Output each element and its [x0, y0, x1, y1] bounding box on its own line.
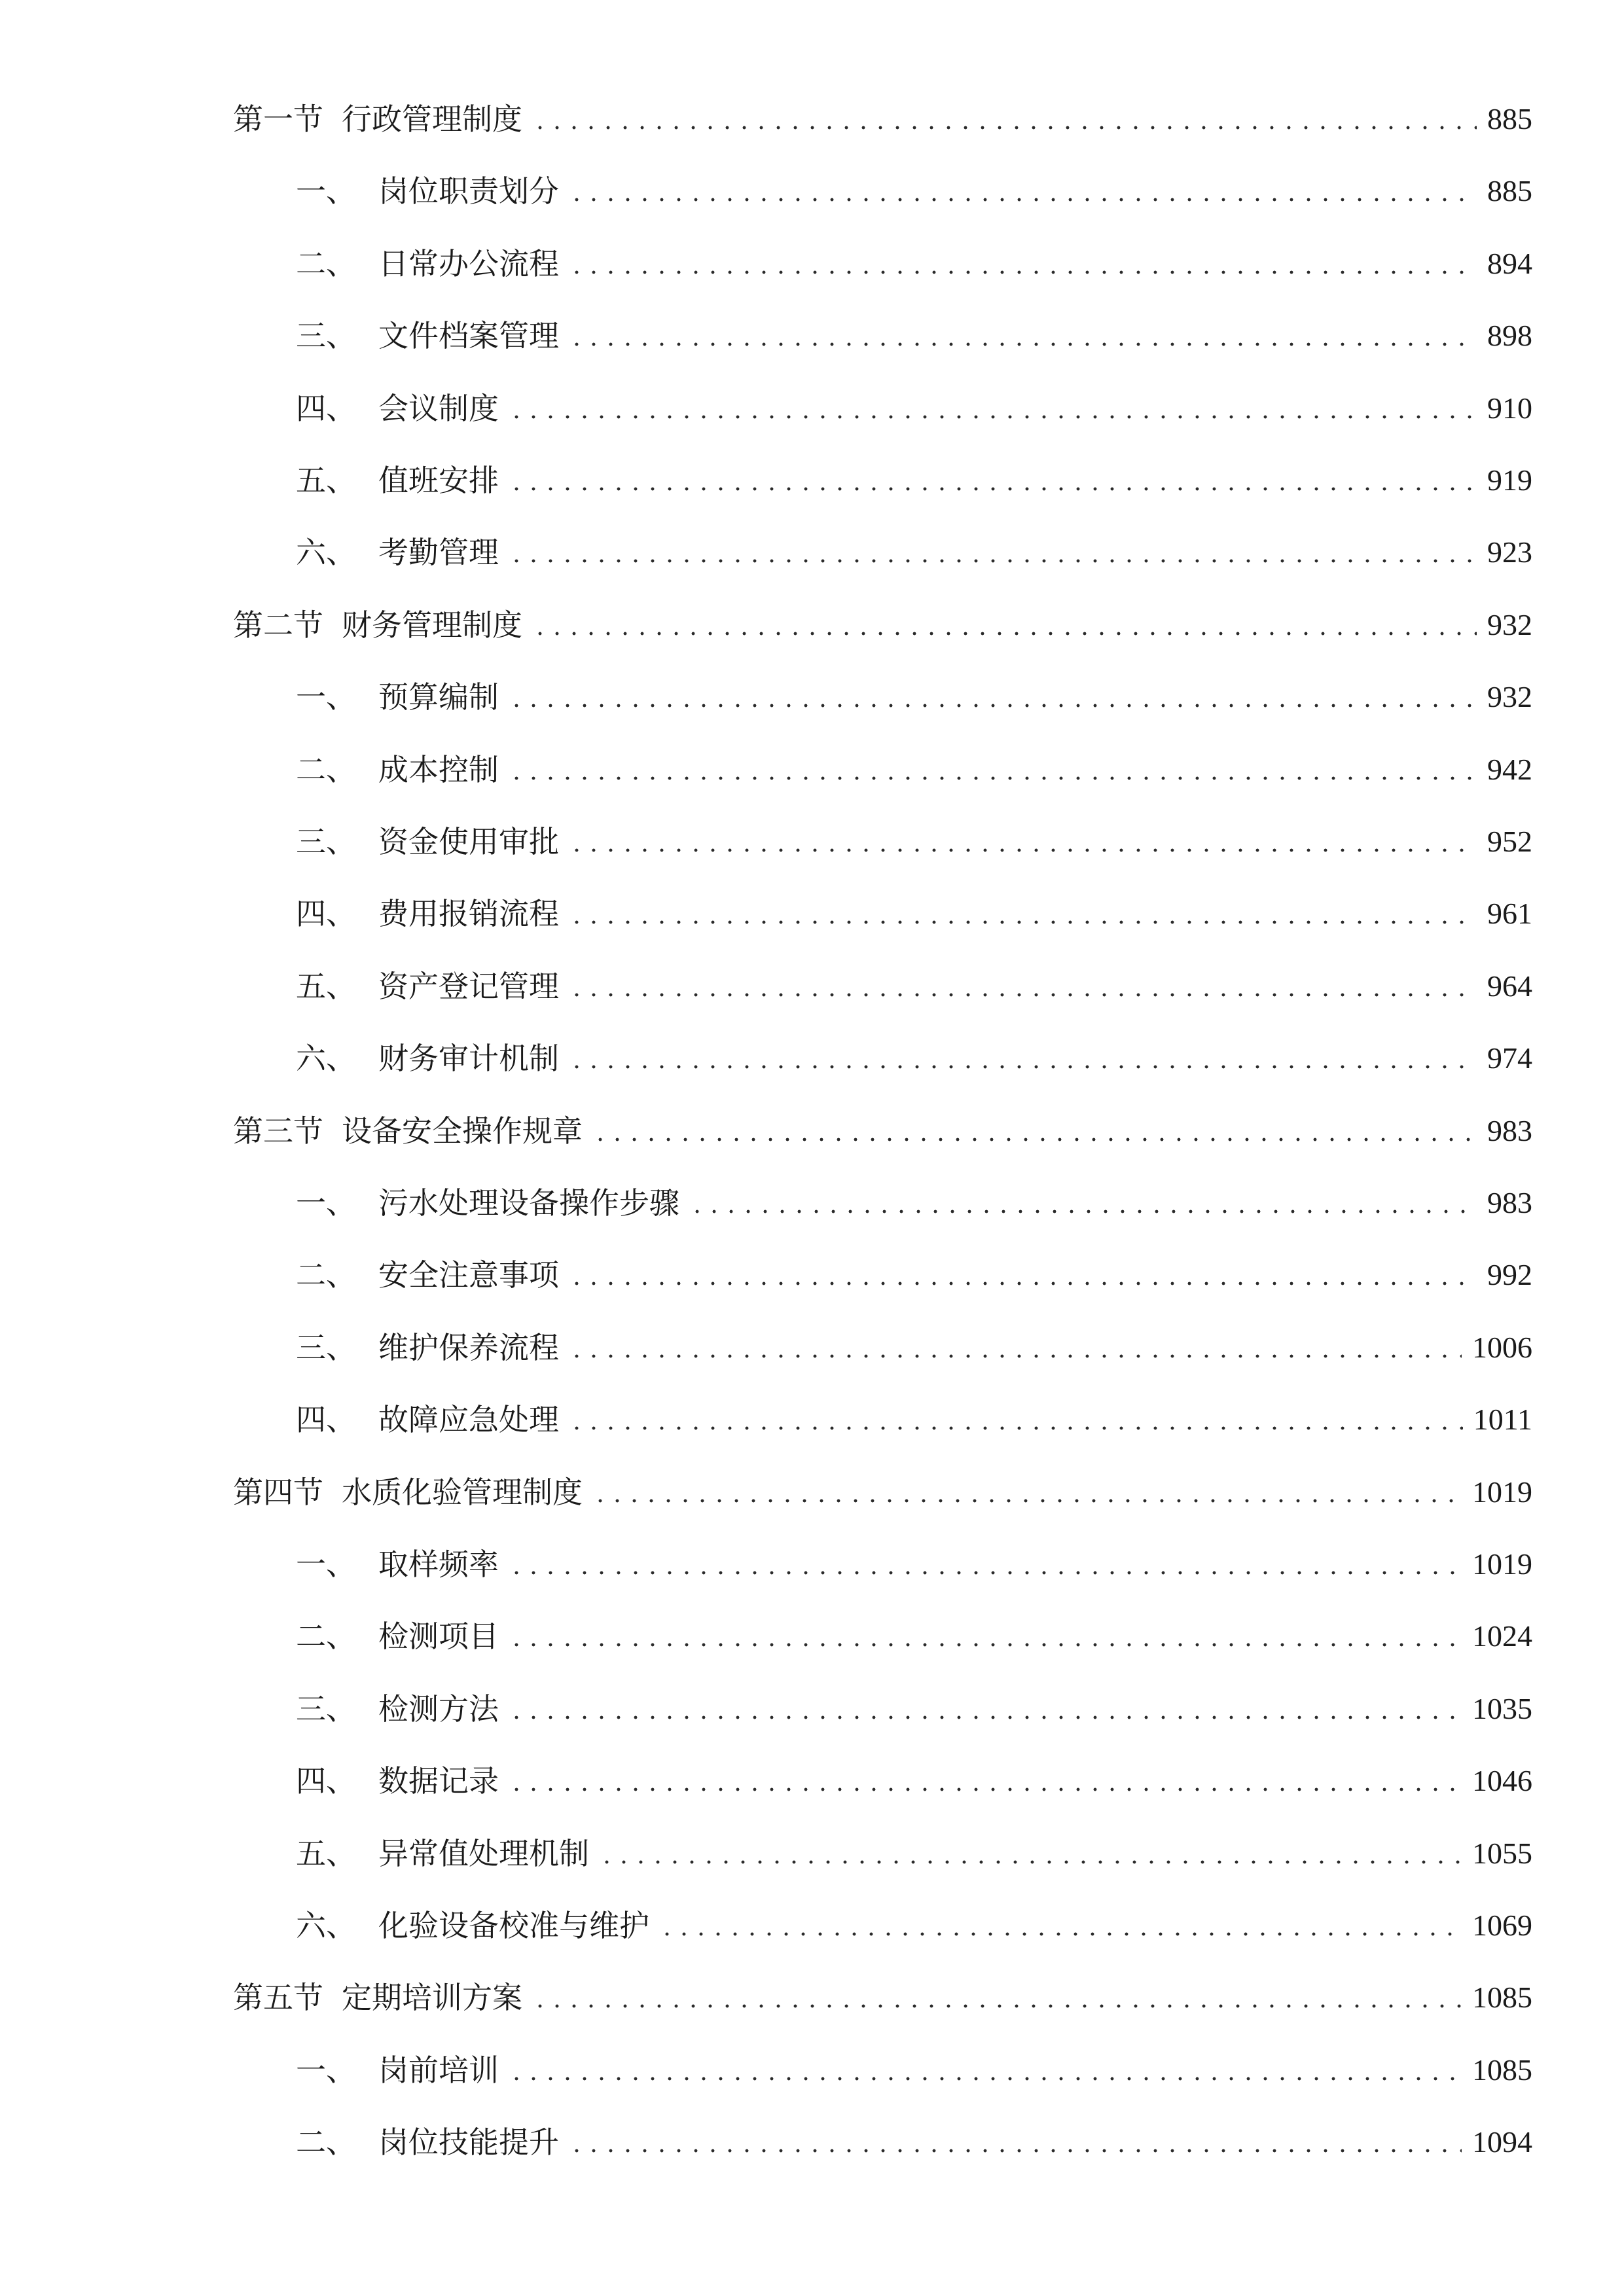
- dot-leader: [508, 1621, 1462, 1651]
- dot-leader: [508, 2055, 1462, 2085]
- toc-entry-number: 五、: [296, 463, 356, 498]
- toc-entry-title: 文件档案管理: [378, 318, 559, 354]
- toc-subsection-entry[interactable]: [0, 1528, 1624, 1600]
- toc-entry-page-number: 1035: [1472, 1691, 1532, 1725]
- toc-entry-number: 第四节: [233, 1474, 323, 1510]
- toc-entry-title: 行政管理制度: [342, 101, 522, 137]
- toc-entry-title: 预算编制: [378, 679, 499, 715]
- toc-subsection-entry[interactable]: [0, 1745, 1624, 1817]
- toc-subsection-entry[interactable]: [0, 444, 1624, 516]
- toc-entry-number: 六、: [296, 535, 356, 571]
- toc-entry-title: 财务管理制度: [342, 607, 522, 643]
- toc-entry-page-number: 1055: [1472, 1836, 1532, 1870]
- toc-entry-page-number: 1046: [1472, 1764, 1532, 1798]
- toc-section-entry[interactable]: [0, 1095, 1624, 1167]
- toc-entry-line: [296, 1167, 1532, 1239]
- toc-entry-line: [296, 1312, 1532, 1384]
- toc-subsection-entry[interactable]: [0, 1890, 1624, 1962]
- dot-leader: [568, 827, 1477, 857]
- toc-subsection-entry[interactable]: [0, 1022, 1624, 1094]
- toc-entry-line: [233, 1456, 1532, 1528]
- toc-entry-number: 四、: [296, 390, 356, 426]
- toc-entry-page-number: 910: [1487, 391, 1532, 425]
- toc-entry-page-number: 894: [1487, 246, 1532, 280]
- toc-subsection-entry[interactable]: [0, 1673, 1624, 1745]
- toc-entry-number: 二、: [296, 751, 356, 787]
- toc-entry-page-number: 923: [1487, 535, 1532, 569]
- toc-entry-title: 岗位技能提升: [378, 2125, 559, 2161]
- toc-entry-title: 维护保养流程: [378, 1329, 559, 1365]
- toc-subsection-entry[interactable]: [0, 516, 1624, 588]
- toc-section-entry[interactable]: [0, 589, 1624, 661]
- toc-entry-number: 三、: [296, 318, 356, 354]
- toc-entry-number: 五、: [296, 1835, 356, 1871]
- toc-entry-number: 二、: [296, 245, 356, 281]
- dot-leader: [568, 176, 1477, 206]
- toc-subsection-entry[interactable]: [0, 806, 1624, 878]
- dot-leader: [508, 755, 1477, 785]
- toc-entry-page-number: 932: [1487, 607, 1532, 641]
- toc-subsection-entry[interactable]: [0, 1312, 1624, 1384]
- dot-leader: [568, 899, 1477, 929]
- toc-entry-number: 六、: [296, 1041, 356, 1077]
- toc-entry-title: 数据记录: [378, 1763, 499, 1799]
- toc-entry-title: 检测项目: [378, 1619, 499, 1655]
- toc-entry-line: [296, 228, 1532, 300]
- dot-leader: [508, 537, 1477, 567]
- toc-entry-number: 一、: [296, 1185, 356, 1221]
- toc-entry-page-number: 983: [1487, 1186, 1532, 1219]
- toc-subsection-entry[interactable]: [0, 661, 1624, 733]
- toc-entry-number: 三、: [296, 1329, 356, 1365]
- toc-entry-title: 日常办公流程: [378, 245, 559, 281]
- toc-entry-page-number: 1019: [1472, 1547, 1532, 1581]
- toc-entry-title: 考勤管理: [378, 535, 499, 571]
- toc-entry-line: [296, 2034, 1532, 2106]
- dot-leader: [532, 104, 1477, 134]
- toc-entry-title: 化验设备校准与维护: [378, 1908, 649, 1943]
- toc-entry-page-number: 885: [1487, 102, 1532, 135]
- toc-entry-line: [233, 83, 1532, 155]
- toc-entry-line: [233, 1095, 1532, 1167]
- toc-entry-line: [296, 878, 1532, 950]
- toc-entry-title: 岗位职责划分: [378, 173, 559, 209]
- toc-entry-page-number: 898: [1487, 319, 1532, 353]
- toc-entry-line: [296, 300, 1532, 372]
- toc-entry-title: 值班安排: [378, 463, 499, 498]
- toc-entry-page-number: 1019: [1472, 1475, 1532, 1509]
- toc-entry-line: [296, 1022, 1532, 1094]
- toc-entry-line: [296, 2106, 1532, 2178]
- toc-entry-title: 资金使用审批: [378, 824, 559, 859]
- toc-entry-line: [296, 516, 1532, 588]
- toc-subsection-entry[interactable]: [0, 2034, 1624, 2106]
- dot-leader: [568, 2127, 1462, 2157]
- toc-entry-title: 污水处理设备操作步骤: [378, 1185, 679, 1221]
- toc-entry-number: 第五节: [233, 1980, 323, 2016]
- dot-leader: [508, 1549, 1462, 1579]
- toc-entry-number: 四、: [296, 1402, 356, 1438]
- toc-entry-page-number: 1085: [1472, 2053, 1532, 2087]
- toc-entry-page-number: 1094: [1472, 2125, 1532, 2159]
- toc-entry-number: 二、: [296, 1619, 356, 1655]
- toc-entry-number: 一、: [296, 173, 356, 209]
- dot-leader: [689, 1188, 1477, 1218]
- toc-subsection-entry[interactable]: [0, 1600, 1624, 1672]
- toc-entry-title: 岗前培训: [378, 2052, 499, 2088]
- toc-entry-line: [296, 1890, 1532, 1962]
- toc-entry-line: [296, 806, 1532, 878]
- toc-entry-number: 一、: [296, 679, 356, 715]
- toc-entry-number: 四、: [296, 896, 356, 932]
- toc-entry-line: [296, 1528, 1532, 1600]
- dot-leader: [568, 971, 1477, 1001]
- toc-entry-number: 一、: [296, 1547, 356, 1582]
- toc-entry-title: 费用报销流程: [378, 896, 559, 932]
- toc-entry-title: 设备安全操作规章: [342, 1113, 583, 1149]
- toc-entry-page-number: 952: [1487, 825, 1532, 858]
- dot-leader: [508, 1694, 1462, 1724]
- toc-entry-page-number: 1006: [1472, 1330, 1532, 1364]
- toc-entry-title: 异常值处理机制: [378, 1835, 589, 1871]
- toc-subsection-entry[interactable]: [0, 372, 1624, 444]
- dot-leader: [568, 1260, 1477, 1290]
- toc-entry-page-number: 983: [1487, 1113, 1532, 1147]
- toc-subsection-entry[interactable]: [0, 228, 1624, 300]
- toc-entry-line: [233, 589, 1532, 661]
- toc-entry-title: 取样频率: [378, 1547, 499, 1582]
- toc-subsection-entry[interactable]: [0, 1384, 1624, 1456]
- toc-subsection-entry[interactable]: [0, 1167, 1624, 1239]
- toc-entry-number: 第一节: [233, 101, 323, 137]
- toc-subsection-entry[interactable]: [0, 950, 1624, 1022]
- toc-entry-number: 五、: [296, 968, 356, 1004]
- toc-entry-page-number: 992: [1487, 1258, 1532, 1292]
- toc-subsection-entry[interactable]: [0, 878, 1624, 950]
- toc-entry-page-number: 1085: [1472, 1981, 1532, 2015]
- toc-entry-number: 六、: [296, 1908, 356, 1943]
- toc-entry-line: [296, 1745, 1532, 1817]
- toc-section-entry[interactable]: [0, 1962, 1624, 2034]
- toc-entry-title: 财务审计机制: [378, 1041, 559, 1077]
- toc-entry-page-number: 932: [1487, 680, 1532, 714]
- toc-entry-line: [296, 1673, 1532, 1745]
- dot-leader: [532, 1982, 1462, 2013]
- toc-entry-title: 定期培训方案: [342, 1980, 522, 2016]
- toc-entry-number: 三、: [296, 1691, 356, 1727]
- toc-entry-title: 安全注意事项: [378, 1257, 559, 1293]
- toc-entry-title: 水质化验管理制度: [342, 1474, 583, 1510]
- toc-entry-page-number: 942: [1487, 752, 1532, 786]
- dot-leader: [508, 393, 1477, 423]
- toc-entry-line: [296, 1384, 1532, 1456]
- dot-leader: [532, 610, 1477, 640]
- toc-entry-line: [296, 444, 1532, 516]
- dot-leader: [568, 1043, 1477, 1073]
- toc-entry-page-number: 964: [1487, 969, 1532, 1003]
- toc-entry-number: 二、: [296, 1257, 356, 1293]
- dot-leader: [508, 682, 1477, 712]
- toc-entry-line: [296, 734, 1532, 806]
- toc-entry-page-number: 961: [1487, 897, 1532, 931]
- toc-subsection-entry[interactable]: [0, 1818, 1624, 1890]
- dot-leader: [568, 1405, 1463, 1435]
- dot-leader: [592, 1477, 1462, 1507]
- toc-entry-page-number: 1011: [1473, 1403, 1532, 1437]
- toc-entry-number: 四、: [296, 1763, 356, 1799]
- toc-section-entry[interactable]: [0, 1456, 1624, 1528]
- dot-leader: [568, 321, 1477, 351]
- toc-entry-line: [296, 155, 1532, 227]
- toc-entry-page-number: 974: [1487, 1041, 1532, 1075]
- dot-leader: [598, 1839, 1462, 1869]
- toc-subsection-entry[interactable]: [0, 155, 1624, 227]
- toc-entry-page-number: 885: [1487, 174, 1532, 208]
- dot-leader: [592, 1116, 1477, 1146]
- toc-entry-title: 故障应急处理: [378, 1402, 559, 1438]
- toc-entry-title: 资产登记管理: [378, 968, 559, 1004]
- dot-leader: [568, 249, 1477, 279]
- toc-entry-number: 二、: [296, 2125, 356, 2161]
- toc-entry-page-number: 1069: [1472, 1909, 1532, 1942]
- toc-entry-line: [296, 1818, 1532, 1890]
- toc-subsection-entry[interactable]: [0, 734, 1624, 806]
- toc-entry-number: 一、: [296, 2052, 356, 2088]
- toc-entry-line: [296, 1600, 1532, 1672]
- dot-leader: [568, 1333, 1462, 1363]
- dot-leader: [659, 1910, 1462, 1941]
- dot-leader: [508, 1766, 1462, 1796]
- toc-entry-title: 检测方法: [378, 1691, 499, 1727]
- toc-entry-line: [233, 1962, 1532, 2034]
- toc-entry-line: [296, 1239, 1532, 1311]
- toc-subsection-entry[interactable]: [0, 1239, 1624, 1311]
- toc-entry-number: 第二节: [233, 607, 323, 643]
- toc-entry-title: 成本控制: [378, 751, 499, 787]
- toc-entry-page-number: 1024: [1472, 1619, 1532, 1653]
- toc-entry-line: [296, 372, 1532, 444]
- toc-entry-page-number: 919: [1487, 463, 1532, 497]
- toc-entry-line: [296, 661, 1532, 733]
- toc-entry-number: 三、: [296, 824, 356, 859]
- toc-entry-title: 会议制度: [378, 390, 499, 426]
- toc-subsection-entry[interactable]: [0, 2106, 1624, 2178]
- toc-section-entry[interactable]: [0, 83, 1624, 155]
- dot-leader: [508, 465, 1477, 495]
- toc-subsection-entry[interactable]: [0, 300, 1624, 372]
- toc-entry-line: [296, 950, 1532, 1022]
- toc-entry-number: 第三节: [233, 1113, 323, 1149]
